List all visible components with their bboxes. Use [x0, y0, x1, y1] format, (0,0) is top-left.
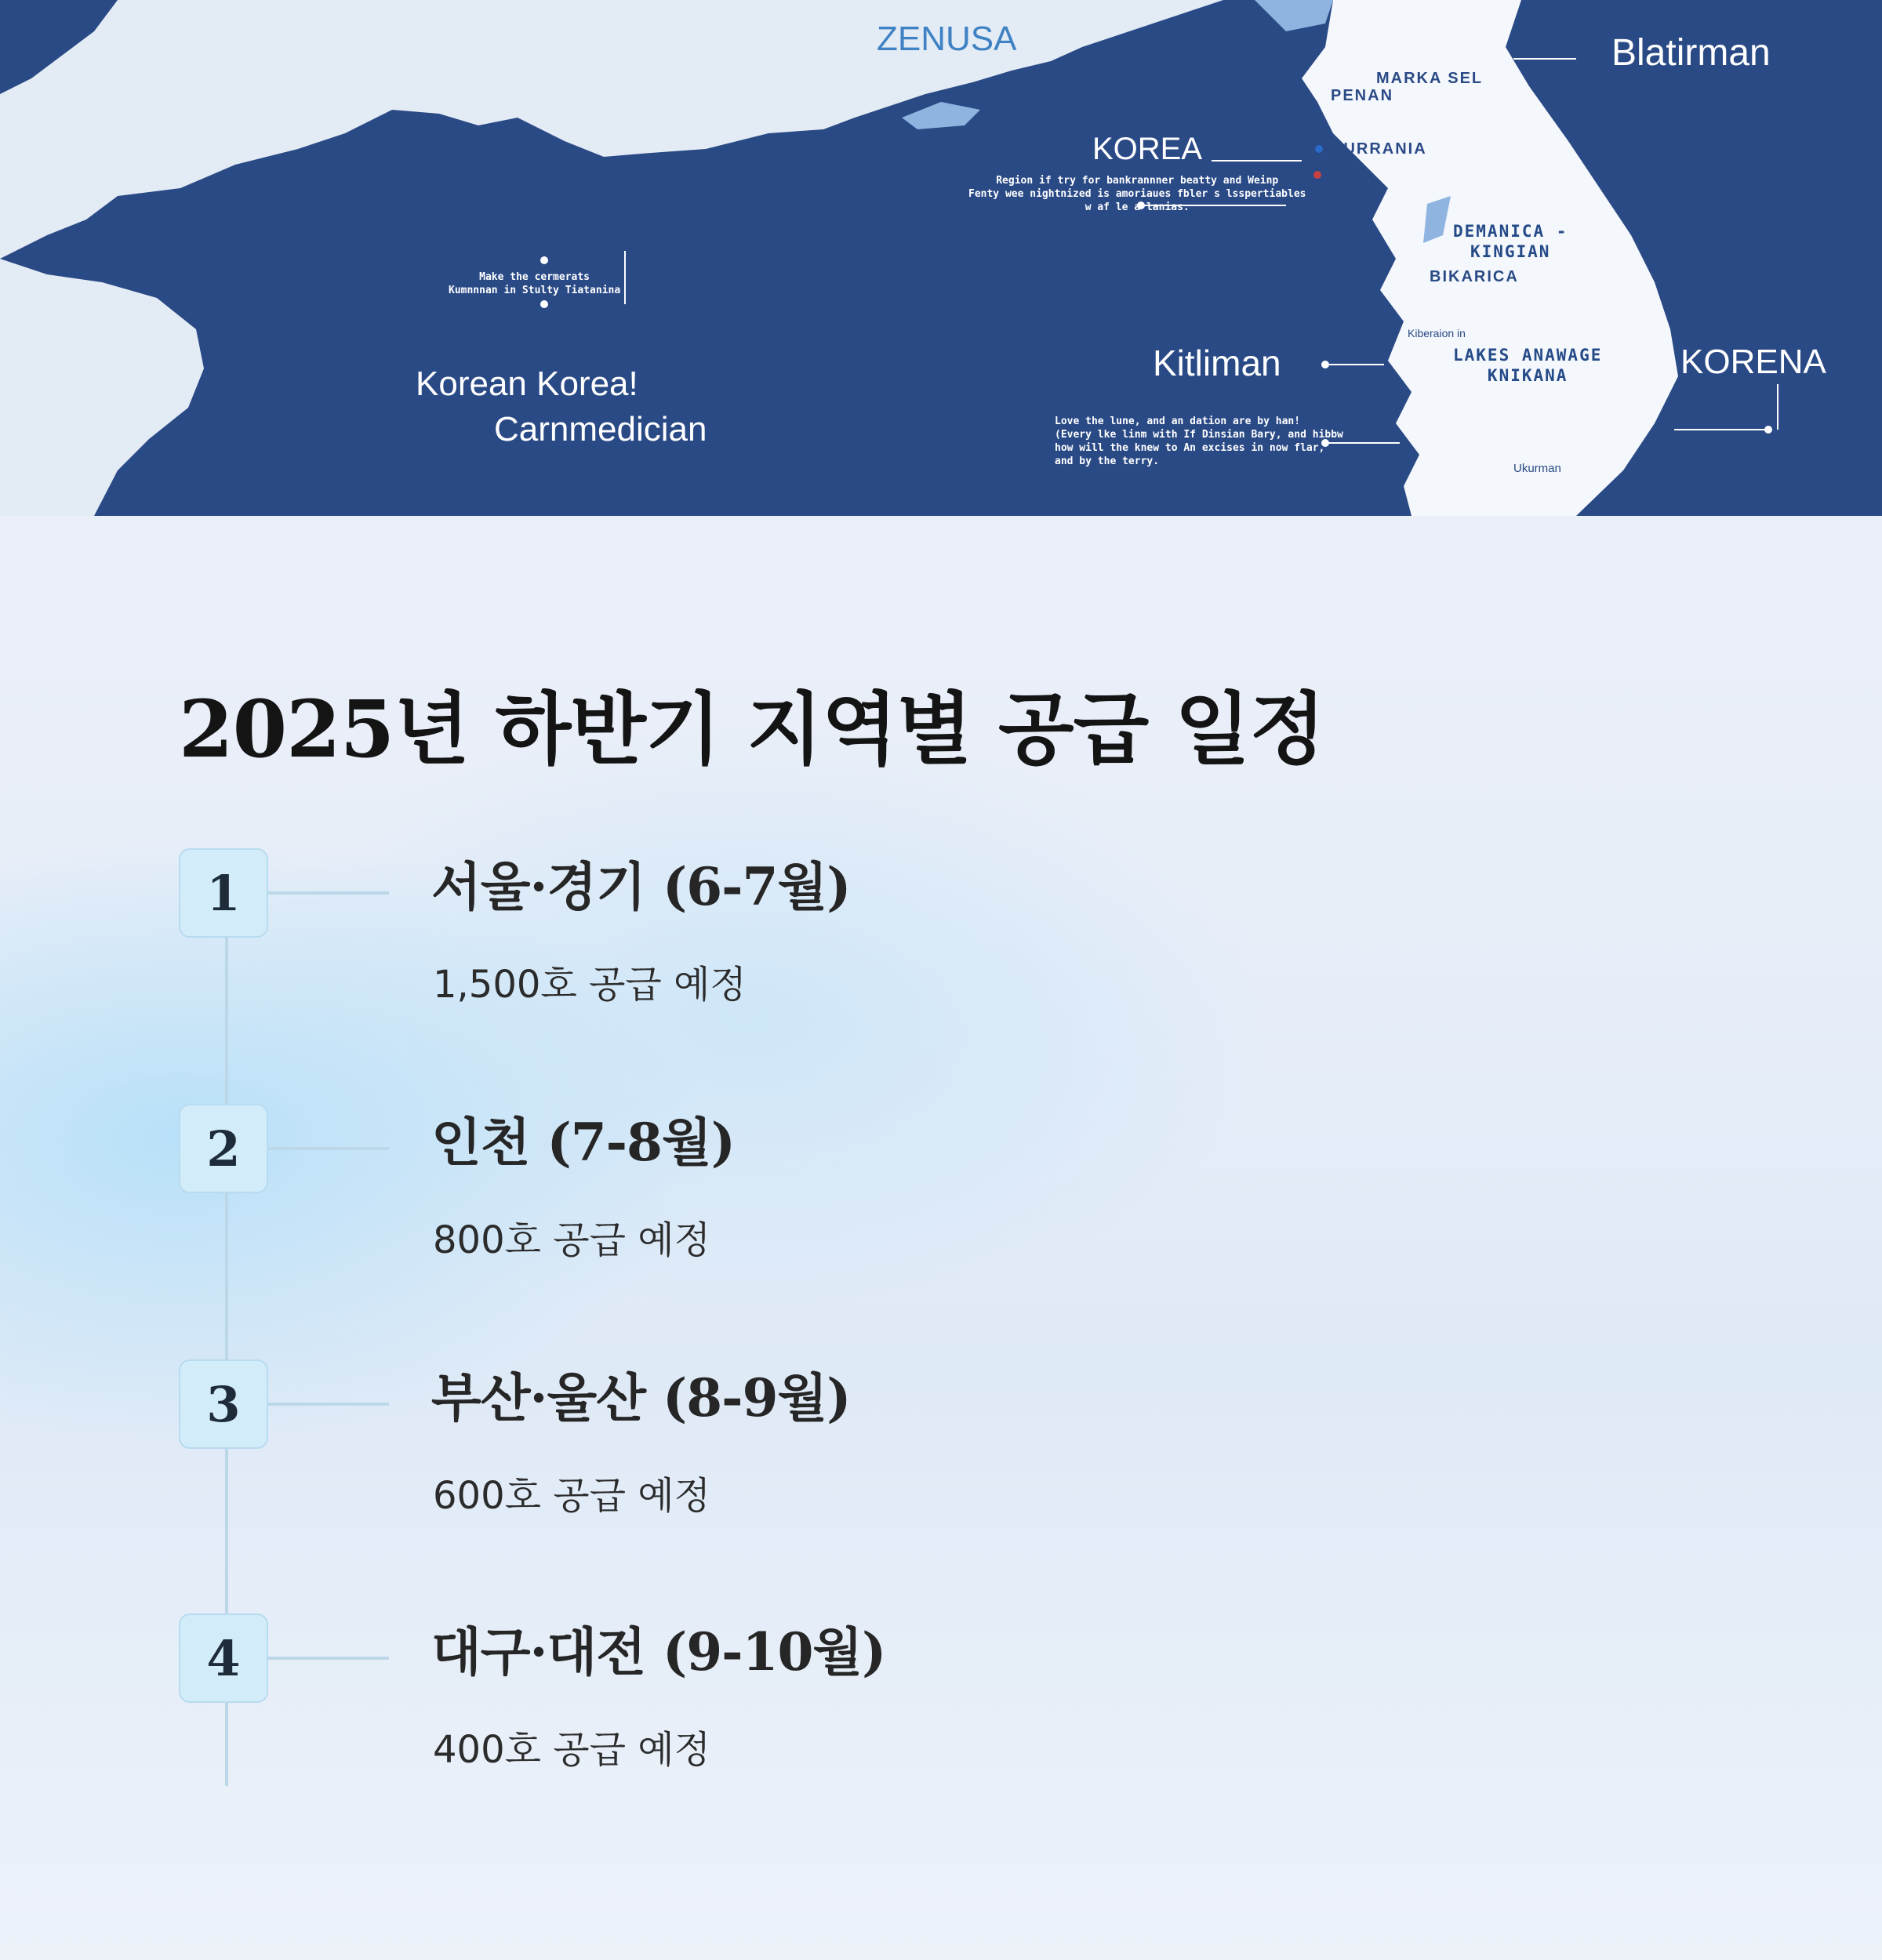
map-label-zenusa: ZENUSA	[877, 20, 1017, 58]
step-description: 600호 공급 예정	[433, 1474, 710, 1518]
map-label-penan: PENAN	[1331, 87, 1394, 104]
map-label-marka-sel: MARKA SEL	[1376, 70, 1484, 87]
timeline-step	[0, 1104, 1882, 1300]
timeline-step	[0, 1613, 1882, 1809]
timeline-step	[0, 848, 1882, 1044]
step-description: 1,500호 공급 예정	[433, 963, 747, 1007]
step-number-badge: 4	[179, 1613, 268, 1703]
step-number-badge: 1	[179, 848, 268, 938]
map-note-region: Region if try for bankrannner beatty and Weinp Fenty wee nightnized is amoriaues fbler s lsspertiables w af le a lanias.	[968, 175, 1306, 213]
timeline-step	[0, 1359, 1882, 1555]
map-label-demanica: DEMANICA - KINGIAN	[1453, 222, 1568, 261]
map-banner	[0, 0, 1882, 516]
map-note-love: Love the lune, and an dation are by han! (Every lke linm with If Dinsian Bary, and hibbw how will the knew to An excises in now flar, and by the terry.	[1055, 416, 1343, 467]
step-connector	[268, 1147, 389, 1150]
map-label-korean-korea: Korean Korea!	[416, 365, 638, 403]
step-description: 800호 공급 예정	[433, 1218, 710, 1262]
map-graphic	[0, 0, 1882, 516]
step-description: 400호 공급 예정	[433, 1728, 710, 1772]
page-title: 2025년 하반기 지역별 공급 일정	[179, 683, 1325, 775]
step-connector	[268, 891, 389, 895]
map-label-blatirman: Blatirman	[1611, 32, 1771, 74]
step-connector	[268, 1657, 389, 1660]
step-title: 서울·경기 (6-7월)	[431, 856, 851, 917]
map-label-kurrania: KURRANIA	[1331, 140, 1427, 158]
map-label-bikarica: BIKARICA	[1430, 268, 1519, 285]
step-title: 인천 (7-8월)	[431, 1112, 735, 1173]
map-label-carnmedician: Carnmedician	[494, 410, 707, 448]
map-label-lakes: LAKES ANAWAGE KNIKANA	[1453, 346, 1603, 385]
map-label-kiberaion: Kiberaion in	[1408, 327, 1466, 339]
map-label-korena: KORENA	[1680, 343, 1826, 381]
step-number-badge: 3	[179, 1359, 268, 1449]
step-title: 대구·대전 (9-10월)	[431, 1621, 886, 1682]
step-number-badge: 2	[179, 1104, 268, 1193]
map-label-ukurman: Ukurman	[1513, 462, 1561, 475]
map-note-make: Make the cermerats Kumnnnan in Stulty Tiatanina	[449, 271, 621, 296]
step-connector	[268, 1403, 389, 1406]
step-title: 부산·울산 (8-9월)	[431, 1367, 851, 1428]
map-label-korea: KOREA	[1092, 132, 1203, 166]
map-label-kitliman: Kitliman	[1153, 343, 1281, 383]
